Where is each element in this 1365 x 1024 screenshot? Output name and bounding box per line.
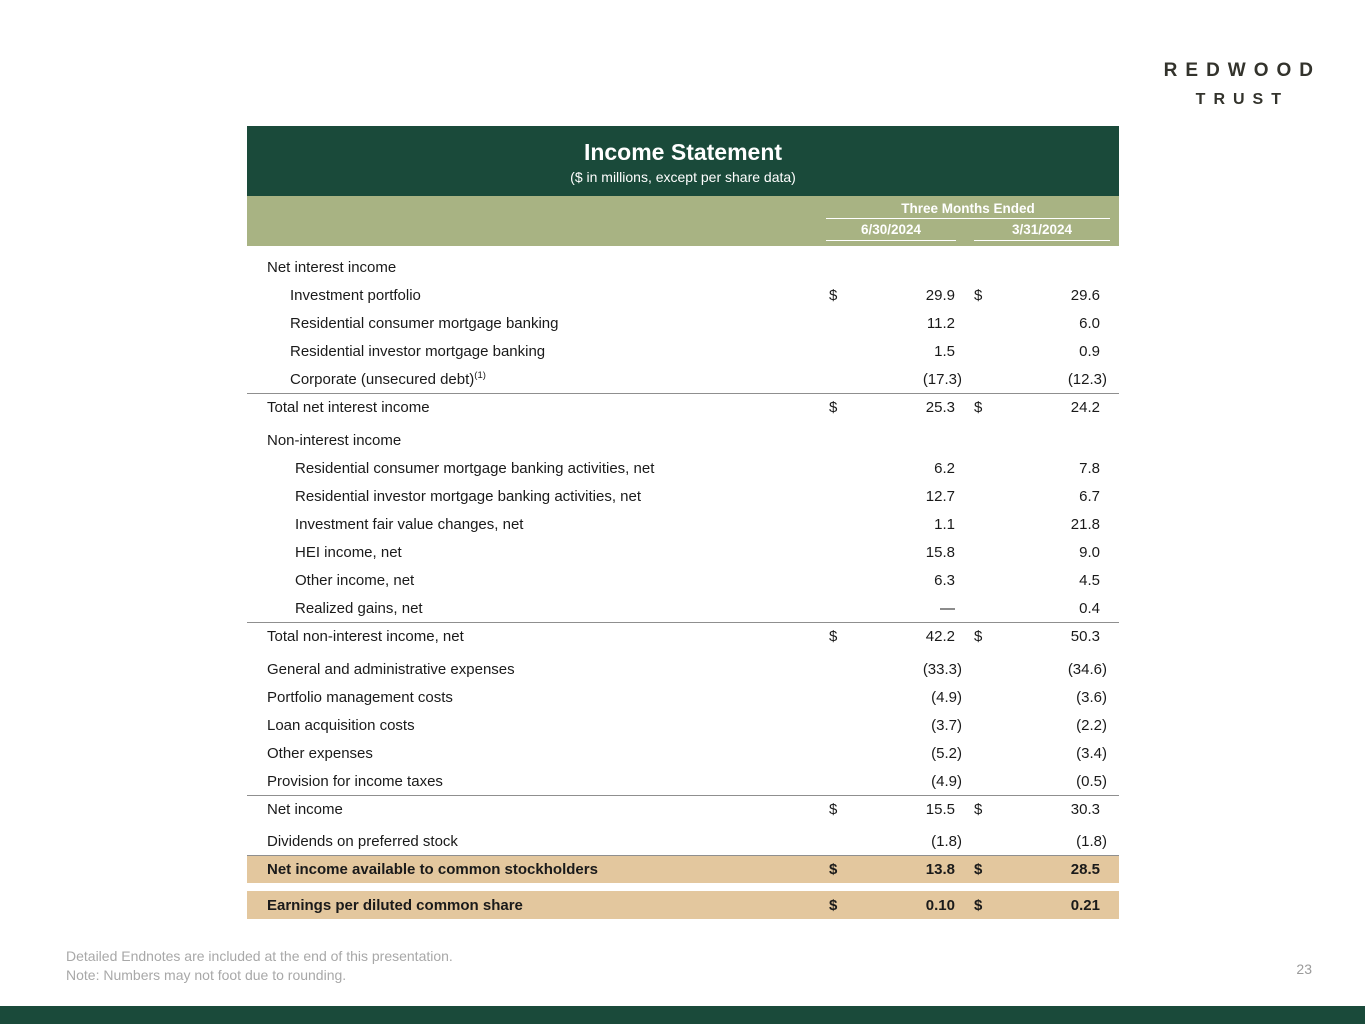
column-header-band: [247, 196, 1119, 246]
row-value: (4.9): [931, 772, 962, 790]
row-value: 15.5: [925, 801, 955, 818]
dollar-sign: $: [829, 896, 838, 914]
column-header-2: 3/31/2024: [974, 222, 1110, 241]
row-value: —: [940, 599, 955, 617]
row-label: Portfolio management costs: [267, 688, 453, 706]
footnote-line2: Note: Numbers may not foot due to rounding.: [66, 967, 347, 983]
row-value: 0.21: [1070, 896, 1100, 914]
dollar-sign: $: [829, 801, 838, 818]
table-row: [247, 365, 1119, 393]
row-label: Total non-interest income, net: [267, 628, 464, 645]
row-value: 0.9: [1079, 342, 1100, 360]
row-label: Realized gains, net: [295, 599, 423, 617]
row-value: 6.3: [934, 571, 955, 589]
row-value: 29.9: [925, 286, 955, 304]
table-row: [247, 683, 1119, 711]
table-row: [247, 827, 1119, 855]
table-row: [247, 655, 1119, 683]
row-label: Earnings per diluted common share: [267, 896, 523, 914]
row-label: Net income: [267, 801, 343, 818]
table-row: [247, 454, 1119, 482]
table-row: [247, 622, 1119, 650]
row-value: 28.5: [1070, 861, 1100, 878]
footnote-line1: Detailed Endnotes are included at the end of this presentation.: [66, 948, 453, 964]
row-value: 12.7: [925, 487, 955, 505]
row-label: Non-interest income: [267, 431, 402, 449]
row-value: (17.3): [922, 370, 962, 388]
table-title: Income Statement: [583, 139, 783, 165]
column-header-group: [826, 201, 1110, 241]
row-value: (3.7): [931, 716, 962, 734]
row-value: (4.9): [931, 688, 962, 706]
table-row: [247, 538, 1119, 566]
row-value: (12.3): [1067, 370, 1107, 388]
table-row: [247, 337, 1119, 365]
dollar-sign: $: [974, 628, 983, 645]
table-header: [247, 126, 1119, 196]
row-label: HEI income, net: [295, 543, 402, 561]
table-row: [247, 281, 1119, 309]
row-value: 15.8: [925, 543, 955, 561]
row-label: General and administrative expenses: [267, 660, 515, 678]
column-header-1: 6/30/2024: [826, 222, 956, 241]
period-header: Three Months Ended: [826, 201, 1110, 219]
row-label: Investment portfolio: [290, 286, 421, 304]
row-value: 6.2: [934, 459, 955, 477]
row-value: 4.5: [1079, 571, 1100, 589]
row-value: (34.6): [1067, 660, 1107, 678]
table-row: [247, 482, 1119, 510]
table-row: [247, 767, 1119, 795]
row-label: Provision for income taxes: [267, 772, 443, 790]
row-label: Other income, net: [295, 571, 415, 589]
footnotes: [66, 947, 453, 985]
row-value: 7.8: [1079, 459, 1100, 477]
income-table-body: [247, 246, 1119, 919]
row-value: 30.3: [1070, 801, 1100, 818]
row-label: Residential consumer mortgage banking activities, net: [295, 459, 655, 477]
row-value: (0.5): [1076, 772, 1107, 790]
row-value: 6.0: [1079, 314, 1100, 332]
row-label: Investment fair value changes, net: [295, 515, 524, 533]
row-value: 6.7: [1079, 487, 1100, 505]
table-row: [247, 594, 1119, 622]
row-label: Loan acquisition costs: [267, 716, 415, 734]
row-value: (3.6): [1076, 688, 1107, 706]
bottom-bar: [0, 1006, 1365, 1024]
table-row: [247, 739, 1119, 767]
row-label: Corporate (unsecured debt)$^{(1)}$: [290, 370, 486, 388]
table-row: [247, 711, 1119, 739]
row-value: (1.8): [931, 832, 962, 850]
table-row: [247, 510, 1119, 538]
row-label: Total net interest income: [267, 399, 430, 416]
table-row: [247, 309, 1119, 337]
row-label: Other expenses: [267, 744, 373, 762]
row-label: Residential consumer mortgage banking: [290, 314, 559, 332]
row-value: 13.8: [925, 861, 955, 878]
table-subtitle: ($ in millions, except per share data): [570, 169, 796, 185]
dollar-sign: $: [974, 286, 983, 304]
dollar-sign: $: [974, 861, 983, 878]
row-value: 50.3: [1070, 628, 1100, 645]
logo-line2: TRUST: [1195, 91, 1289, 108]
page-number: 23: [1296, 961, 1312, 977]
row-value: 9.0: [1079, 543, 1100, 561]
logo-line1: REDWOOD: [1163, 60, 1321, 81]
table-row: [247, 855, 1119, 883]
row-value: 24.2: [1070, 399, 1100, 416]
row-value: (1.8): [1076, 832, 1107, 850]
table-row: [247, 795, 1119, 823]
row-value: (3.4): [1076, 744, 1107, 762]
row-value: (5.2): [931, 744, 962, 762]
row-value: 25.3: [925, 399, 955, 416]
row-value: 29.6: [1070, 286, 1100, 304]
column-header-gap: [956, 222, 974, 241]
dollar-sign: $: [829, 399, 838, 416]
row-value: 0.10: [925, 896, 955, 914]
table-row: [247, 566, 1119, 594]
dollar-sign: $: [829, 861, 838, 878]
dollar-sign: $: [974, 801, 983, 818]
row-label: Net income available to common stockholders: [267, 861, 598, 878]
row-value: 21.8: [1070, 515, 1100, 533]
redwood-trust-logo: [1164, 60, 1321, 109]
row-spacer: [247, 883, 1119, 891]
row-label: Net interest income: [267, 258, 397, 276]
table-row: [247, 891, 1119, 919]
row-value: 1.5: [934, 342, 955, 360]
footnote-marker: (1): [474, 370, 486, 381]
dollar-sign: $: [829, 286, 838, 304]
row-value: 0.4: [1079, 599, 1100, 617]
income-statement-table: [247, 126, 1119, 919]
row-value: (2.2): [1076, 716, 1107, 734]
row-label: Dividends on preferred stock: [267, 832, 458, 850]
table-row: [247, 253, 1119, 281]
row-label: Residential investor mortgage banking activities, net: [295, 487, 642, 505]
dollar-sign: $: [974, 896, 983, 914]
table-row: [247, 393, 1119, 421]
row-value: 1.1: [934, 515, 955, 533]
table-row: [247, 426, 1119, 454]
row-label: Residential investor mortgage banking: [290, 342, 546, 360]
dollar-sign: $: [974, 399, 983, 416]
row-value: 11.2: [926, 314, 955, 332]
row-value: (33.3): [922, 660, 962, 678]
row-value: 42.2: [925, 628, 955, 645]
column-headers: [826, 222, 1110, 241]
dollar-sign: $: [829, 628, 838, 645]
